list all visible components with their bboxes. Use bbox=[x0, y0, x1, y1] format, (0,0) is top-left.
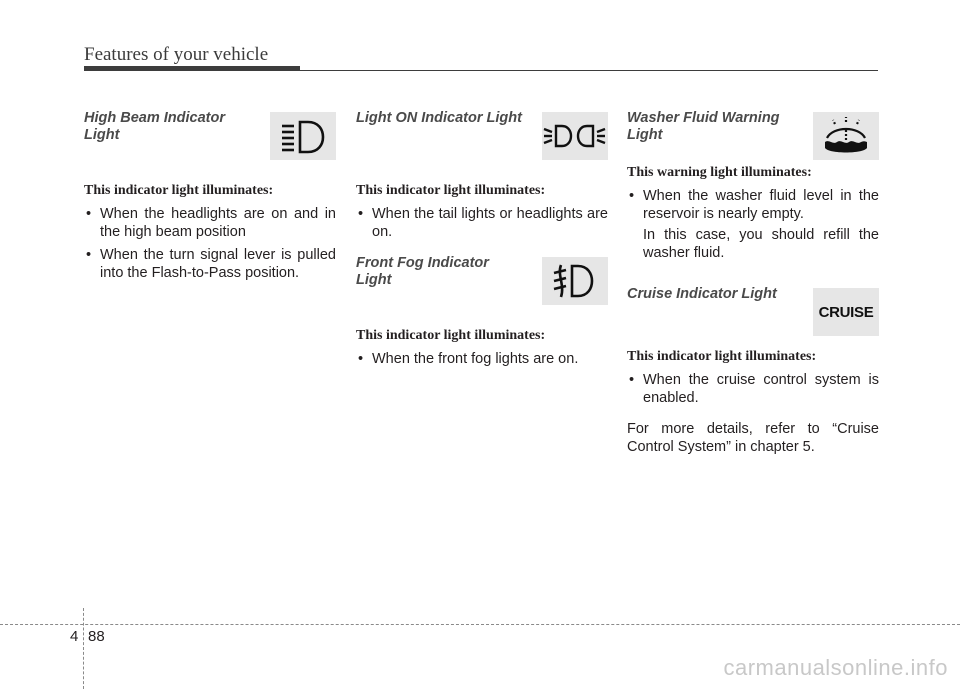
section-lead: This indicator light illuminates: bbox=[356, 328, 546, 343]
header-rule-thin bbox=[300, 70, 878, 71]
section-lead: This indicator light illuminates: bbox=[356, 183, 546, 198]
bullet-list bbox=[84, 206, 336, 282]
column-3 bbox=[627, 110, 879, 456]
bullet-list bbox=[627, 188, 879, 223]
section-title: Light ON Indicator Light bbox=[356, 110, 522, 126]
tail-lights-icon bbox=[542, 112, 608, 160]
page-number: 88 bbox=[88, 628, 105, 645]
chapter-number: 4 bbox=[70, 628, 79, 645]
section-title: Front Fog Indicator Light bbox=[356, 255, 489, 288]
bullet-list bbox=[356, 206, 608, 241]
section-washer-fluid bbox=[627, 110, 879, 262]
bullet-item: • When the front fog lights are on. bbox=[356, 351, 608, 369]
header-rule-thick bbox=[84, 66, 300, 71]
bullet-item: • When the washer fluid level in the reservoir is nearly empty. bbox=[627, 188, 879, 223]
section-front-fog bbox=[356, 255, 608, 369]
section-light-on bbox=[356, 110, 608, 241]
note-paragraph: In this case, you should refill the washer fluid. bbox=[643, 227, 879, 261]
reference-paragraph: For more details, refer to “Cruise Control System” in chapter 5. bbox=[627, 421, 879, 455]
column-2 bbox=[356, 110, 608, 375]
section-title: High Beam Indicator Light bbox=[84, 110, 225, 143]
watermark: carmanualsonline.info bbox=[723, 655, 948, 680]
column-1 bbox=[84, 110, 336, 288]
front-fog-icon bbox=[542, 257, 608, 305]
washer-fluid-icon bbox=[813, 112, 879, 160]
cruise-icon bbox=[813, 288, 879, 336]
section-lead: This warning light illuminates: bbox=[627, 165, 812, 180]
bullet-item: • When the turn signal lever is pulled into the Flash-to-Pass position. bbox=[84, 247, 336, 282]
footer-divider bbox=[83, 608, 84, 689]
page-header-title: Features of your vehicle bbox=[84, 44, 269, 65]
section-lead: This indicator light illuminates: bbox=[627, 349, 817, 364]
bullet-item: • When the tail lights or headlights are on. bbox=[356, 206, 608, 241]
bullet-list bbox=[356, 351, 608, 369]
footer-rule bbox=[0, 624, 960, 625]
section-cruise bbox=[627, 286, 879, 456]
bullet-item: • When the cruise control system is enabled. bbox=[627, 372, 879, 407]
section-high-beam bbox=[84, 110, 336, 282]
cruise-icon-text: CRUISE bbox=[818, 303, 874, 321]
section-lead: This indicator light illuminates: bbox=[84, 183, 274, 198]
section-title: Cruise Indicator Light bbox=[627, 286, 777, 302]
high-beam-icon bbox=[270, 112, 336, 160]
section-title: Washer Fluid Warning Light bbox=[627, 110, 780, 143]
bullet-list bbox=[627, 372, 879, 407]
bullet-item: • When the headlights are on and in the high beam position bbox=[84, 206, 336, 241]
